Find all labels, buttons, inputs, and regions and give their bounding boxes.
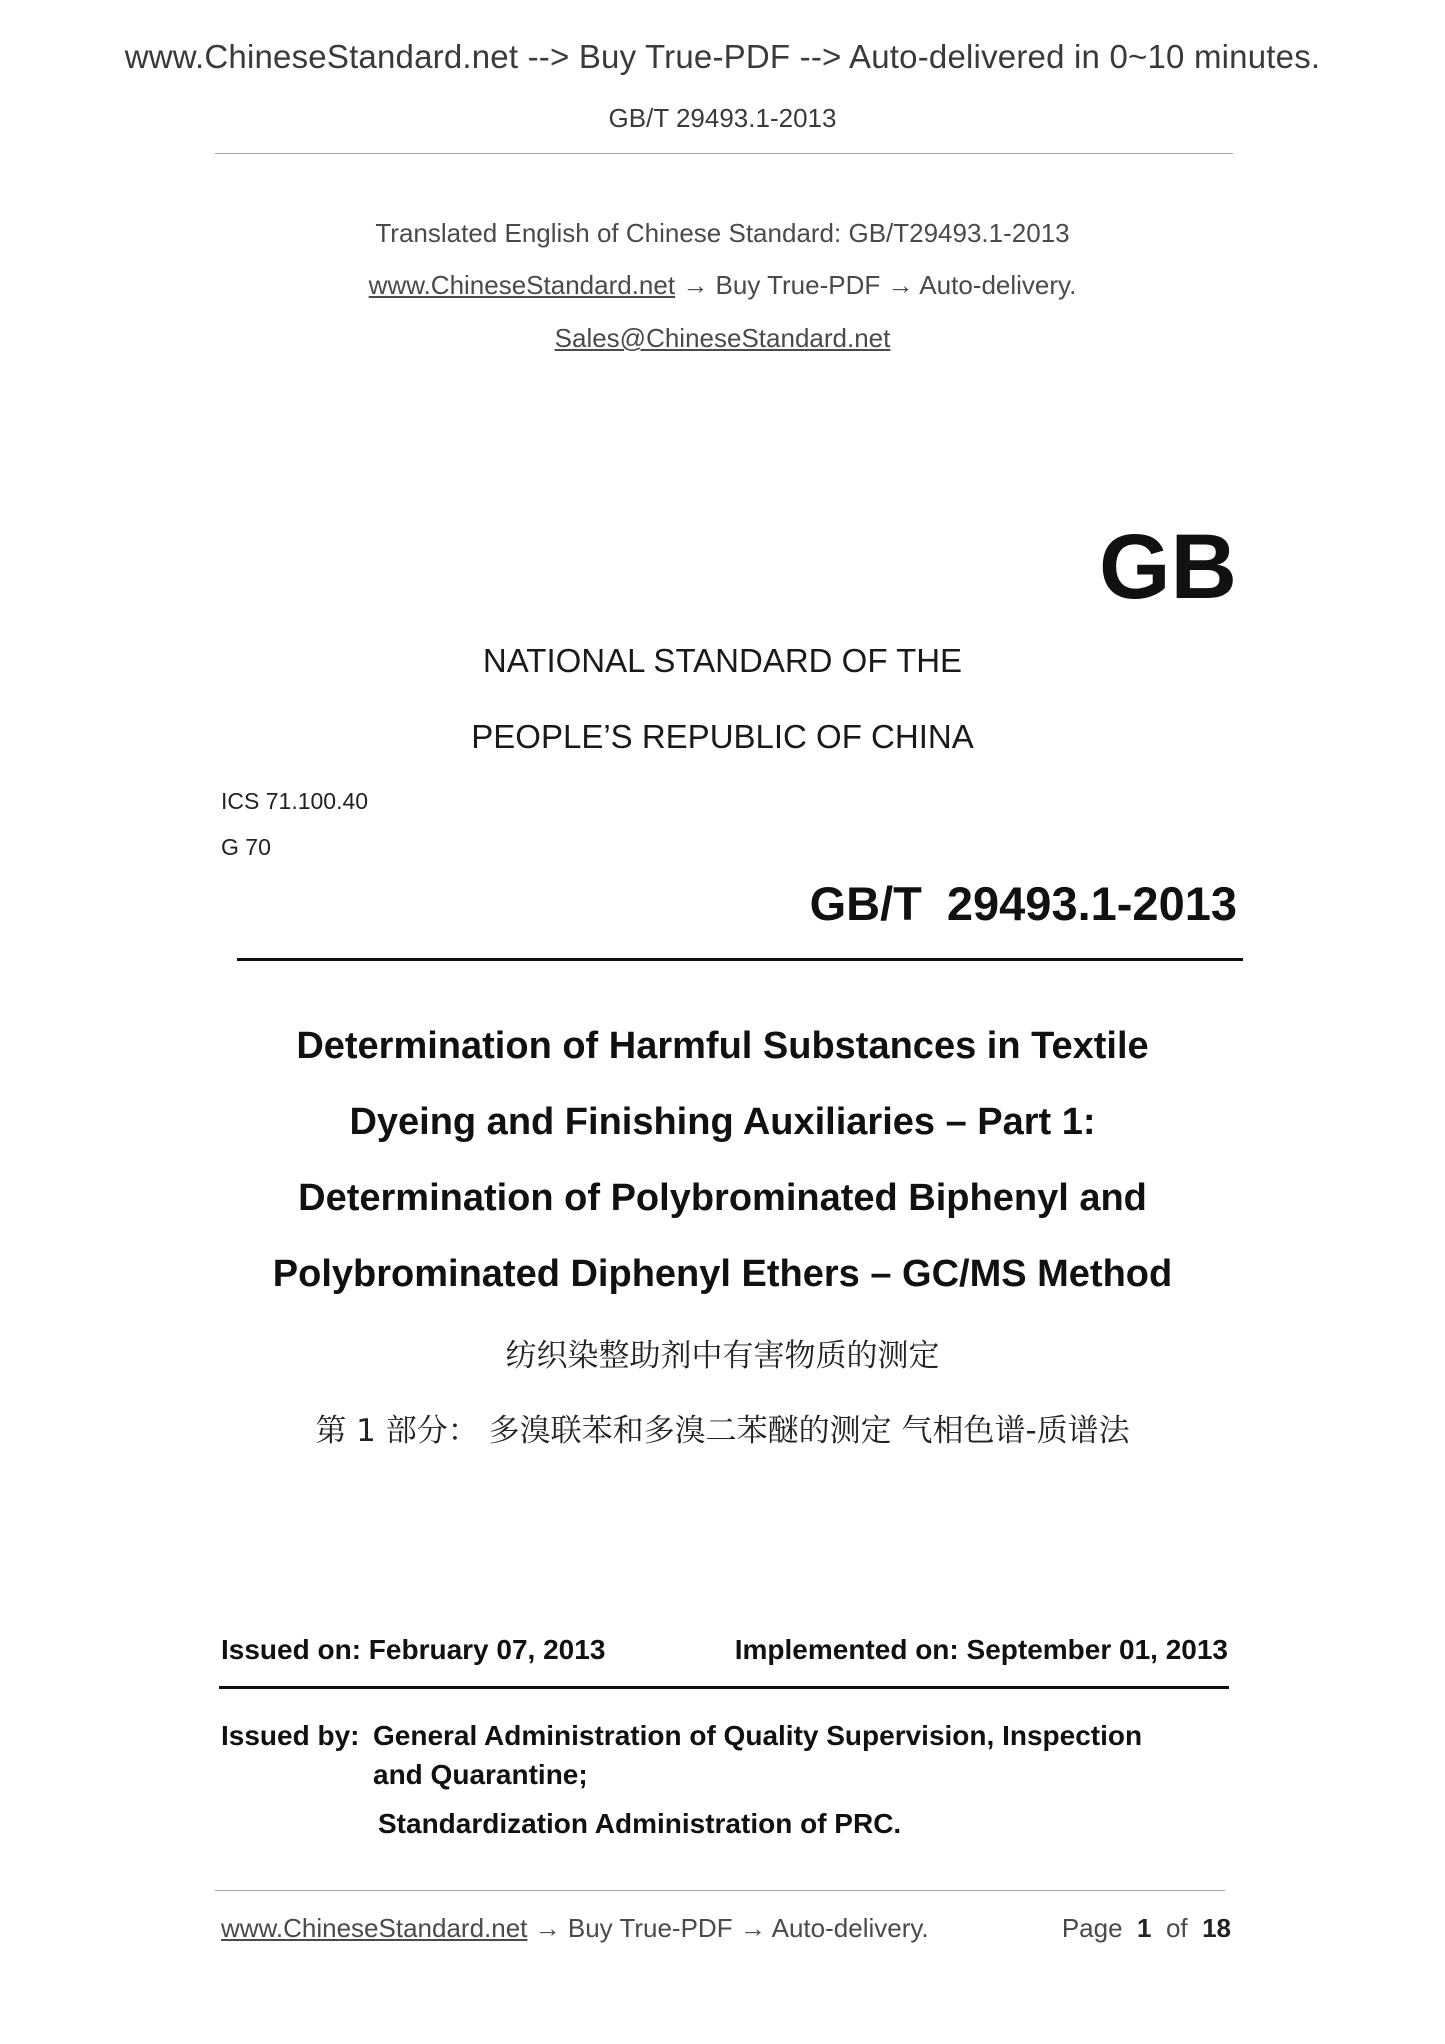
header-doc-code: GB/T 29493.1-2013 bbox=[608, 103, 837, 133]
issued-by-label: Issued by: bbox=[221, 1720, 360, 1751]
header-divider bbox=[215, 153, 1233, 154]
standard-number: GB/T 29493.1-2013 bbox=[809, 877, 1237, 930]
arrow-right-icon: → bbox=[887, 270, 914, 300]
sales-email-link[interactable]: Sales@ChineseStandard.net bbox=[554, 323, 891, 353]
gb-mark: GB bbox=[1099, 516, 1237, 618]
arrow-right-icon: → bbox=[682, 270, 709, 300]
footer-buy-text: Buy True-PDF bbox=[567, 1913, 733, 1943]
footer-delivery-text: Auto-delivery. bbox=[771, 1913, 929, 1943]
site-link[interactable]: www.ChineseStandard.net bbox=[368, 270, 676, 300]
title-line3: Determination of Polybrominated Biphenyl and bbox=[298, 1177, 1147, 1219]
ics-code: ICS 71.100.40 bbox=[221, 788, 369, 814]
page-indicator bbox=[1062, 1913, 1231, 1944]
issued-date: Issued on: February 07, 2013 bbox=[221, 1634, 606, 1665]
chinese-title-line1: 纺织染整助剂中有害物质的测定 bbox=[505, 1338, 940, 1374]
dates-rule bbox=[219, 1686, 1229, 1689]
arrow-right-icon: → bbox=[739, 1913, 766, 1943]
national-standard-line2: PEOPLE’S REPUBLIC OF CHINA bbox=[471, 718, 974, 755]
translation-notice: Translated English of Chinese Standard: GB/T29493.1-2013 bbox=[375, 218, 1070, 248]
title-line4: Polybrominated Diphenyl Ethers – GC/MS Method bbox=[272, 1253, 1173, 1295]
of-label: of bbox=[1165, 1913, 1188, 1943]
translation-links-line bbox=[0, 270, 1445, 301]
standard-number-rule bbox=[237, 958, 1243, 961]
issuer-org2: Standardization Administration of PRC. bbox=[378, 1808, 902, 1839]
chinese-title-line2: 第 1 部分： 多溴联苯和多溴二苯醚的测定 气相色谱-质谱法 bbox=[315, 1413, 1130, 1449]
footer-divider bbox=[215, 1890, 1225, 1891]
national-standard-line1: NATIONAL STANDARD OF THE bbox=[482, 642, 963, 679]
header-banner-text: www.ChineseStandard.net --> Buy True-PDF --> Auto-delivered in 0~10 minutes. bbox=[124, 38, 1321, 75]
issuer-org1-line2: and Quarantine; bbox=[373, 1759, 588, 1790]
implemented-date: Implemented on: September 01, 2013 bbox=[734, 1634, 1228, 1665]
title-line1: Determination of Harmful Substances in Textile bbox=[296, 1025, 1149, 1067]
page-number: 1 bbox=[1137, 1913, 1152, 1943]
buy-text: Buy True-PDF bbox=[715, 270, 881, 300]
arrow-right-icon: → bbox=[534, 1913, 561, 1943]
delivery-text: Auto-delivery. bbox=[919, 270, 1077, 300]
title-line2: Dyeing and Finishing Auxiliaries – Part 1: bbox=[349, 1101, 1096, 1143]
footer-links bbox=[221, 1913, 929, 1944]
page-label: Page bbox=[1061, 1913, 1123, 1943]
footer-site-link[interactable]: www.ChineseStandard.net bbox=[221, 1913, 528, 1943]
issuer-org1-line1: General Administration of Quality Supervision, Inspection bbox=[373, 1720, 1143, 1751]
page-total: 18 bbox=[1202, 1913, 1231, 1943]
class-code: G 70 bbox=[221, 834, 271, 860]
